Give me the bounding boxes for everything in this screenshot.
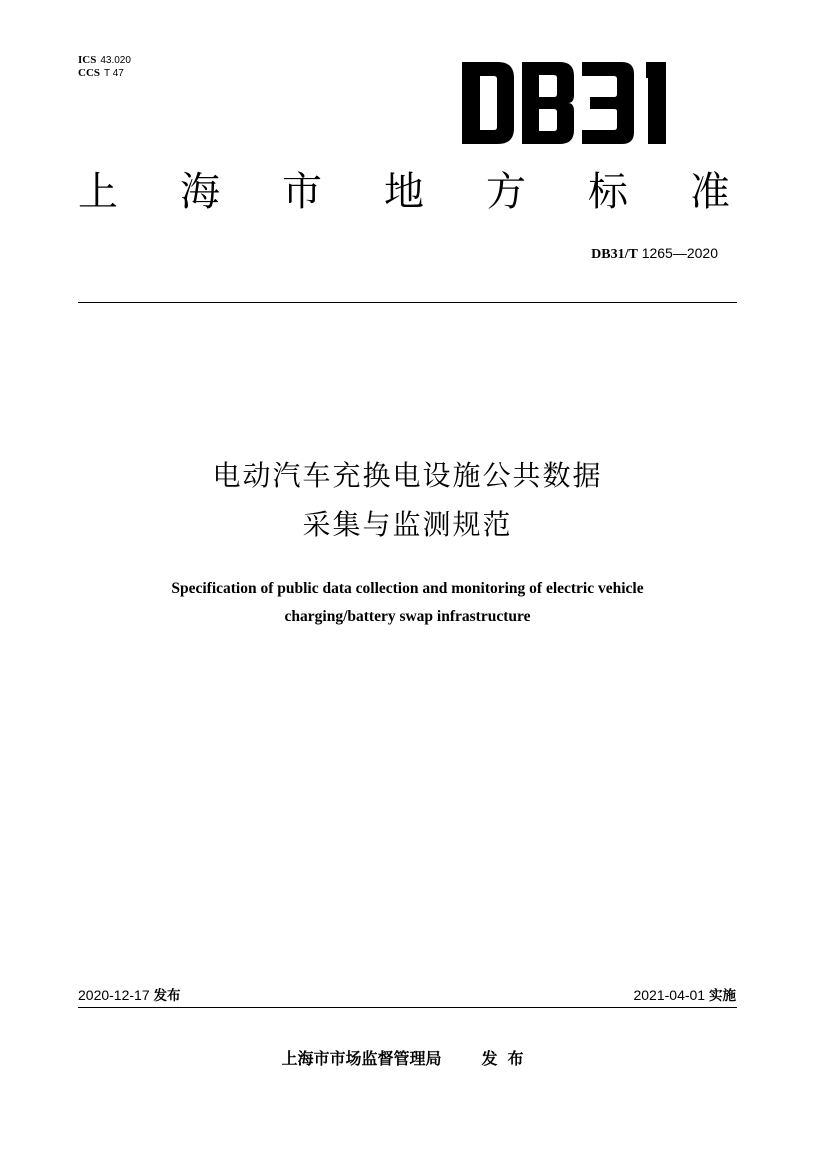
release-date-label: 发布 bbox=[153, 988, 181, 1004]
release-date bbox=[78, 984, 181, 1004]
effective-date-value: 2021-04-01 bbox=[633, 987, 706, 1003]
logo-digit-3 bbox=[582, 62, 634, 144]
standard-type-char: 标 bbox=[588, 169, 628, 215]
cn-title-line-1: 电动汽车充换电设施公共数据 bbox=[212, 459, 603, 492]
en-title-line-2: charging/battery swap infrastructure bbox=[284, 608, 531, 625]
standard-type-char: 地 bbox=[384, 169, 424, 215]
ccs-code bbox=[78, 67, 131, 80]
ics-label: ICS bbox=[78, 54, 97, 66]
logo-letter-b bbox=[522, 62, 574, 144]
header-divider bbox=[78, 302, 737, 303]
ics-code bbox=[78, 54, 131, 67]
en-title-line-1: Specification of public data collection and monitoring of electric vehicle bbox=[171, 580, 644, 597]
standard-type-char: 准 bbox=[690, 169, 730, 215]
effective-date-label: 实施 bbox=[709, 988, 736, 1004]
release-date-value: 2020-12-17 bbox=[78, 987, 150, 1003]
standard-type-heading bbox=[78, 166, 730, 218]
standard-type-char: 方 bbox=[486, 169, 526, 215]
standard-number-prefix: DB31/T bbox=[591, 247, 638, 262]
issuer-name: 上海市市场监督管理局 bbox=[281, 1049, 442, 1068]
issuing-authority bbox=[0, 1046, 815, 1069]
classification-codes bbox=[78, 54, 131, 80]
standard-number bbox=[591, 245, 718, 263]
cn-title-line-2: 采集与监测规范 bbox=[302, 508, 513, 541]
standard-type-char: 上 bbox=[78, 169, 118, 215]
effective-date bbox=[633, 984, 736, 1004]
ccs-label: CCS bbox=[78, 67, 101, 79]
logo-digit-1 bbox=[646, 62, 666, 144]
db31-logo bbox=[462, 62, 690, 144]
standard-type-char: 市 bbox=[282, 169, 322, 215]
footer-divider bbox=[78, 1007, 737, 1008]
logo-letter-d bbox=[462, 62, 514, 144]
standard-type-char: 海 bbox=[180, 169, 220, 215]
standard-number-value: 1265—2020 bbox=[641, 245, 718, 261]
ccs-value: T 47 bbox=[104, 68, 124, 79]
ics-value: 43.020 bbox=[100, 55, 131, 66]
issuer-action: 发布 bbox=[481, 1049, 534, 1068]
